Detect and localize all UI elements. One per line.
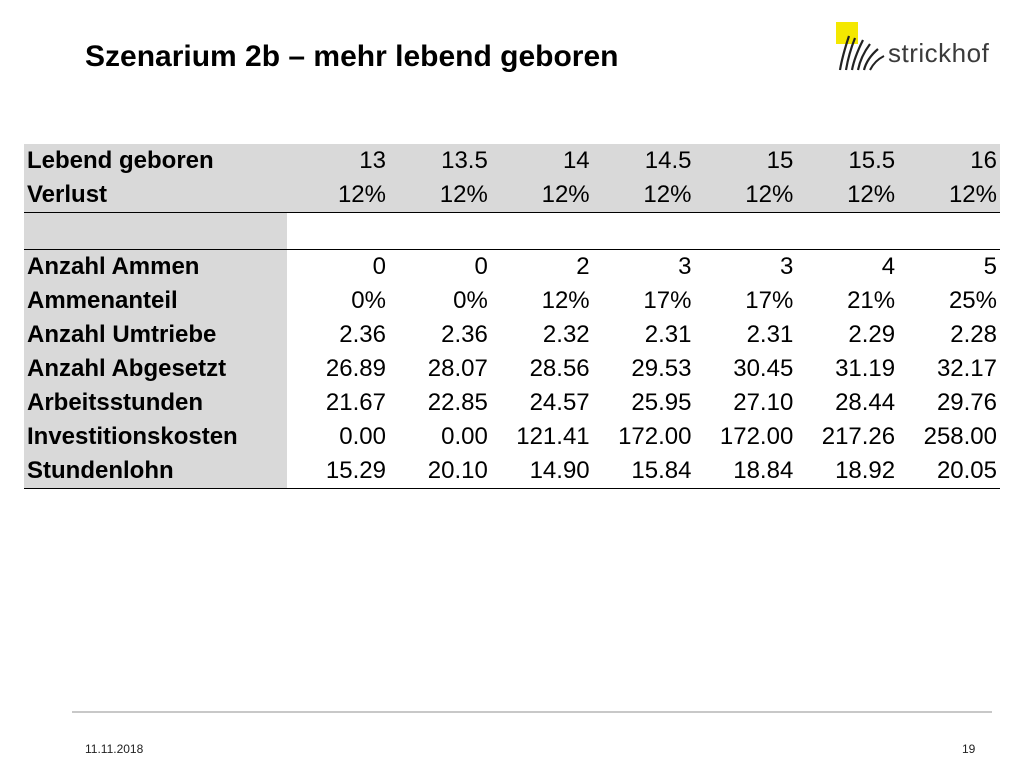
table-cell: 15.5 — [796, 144, 898, 178]
table-cell: 21.67 — [325, 389, 386, 416]
table-cell: 15.84 — [593, 454, 695, 489]
table-cell: 0.00 — [441, 423, 488, 450]
grass-logo-icon — [836, 22, 886, 78]
table-cell: 12% — [898, 178, 1000, 213]
table-cell: 14.5 — [593, 144, 695, 178]
table-cell: 3 — [779, 253, 794, 280]
table-cell: 26.89 — [325, 355, 386, 382]
table-cell: 28.56 — [529, 355, 590, 382]
table-cell: 0.00 — [339, 423, 386, 450]
table-cell: 2 — [576, 253, 590, 280]
table-cell: 18.84 — [694, 454, 796, 489]
table-cell: 12% — [541, 287, 590, 314]
row-label: Anzahl Abgesetzt — [24, 352, 287, 386]
table-cell: 12% — [593, 178, 695, 213]
table-cell: 13 — [287, 144, 389, 178]
table-cell: 25.95 — [631, 389, 692, 416]
table-cell: 2.32 — [542, 321, 590, 348]
table-cell: 17% — [745, 287, 794, 314]
table-cell: 2.31 — [644, 321, 692, 348]
row-label: Arbeitsstunden — [24, 386, 287, 420]
strickhof-logo — [836, 22, 996, 78]
row-label: Anzahl Ammen — [24, 250, 287, 285]
table-cell: 0% — [453, 287, 488, 314]
table-row — [24, 144, 1000, 178]
table-row — [24, 318, 1000, 352]
table-cell: 2.28 — [950, 321, 997, 348]
table-row — [24, 284, 1000, 318]
row-label: Lebend geboren — [24, 144, 287, 178]
table-cell: 29.76 — [936, 389, 997, 416]
row-label: Ammenanteil — [24, 284, 287, 318]
table-cell: 12% — [491, 178, 593, 213]
table-cell: 21% — [847, 287, 896, 314]
row-label: Anzahl Umtriebe — [24, 318, 287, 352]
table-cell: 0% — [351, 287, 386, 314]
table-cell: 14 — [491, 144, 593, 178]
table-cell: 13.5 — [389, 144, 491, 178]
table-cell: 4 — [881, 253, 896, 280]
table-cell: 12% — [287, 178, 389, 213]
table-cell: 30.45 — [733, 355, 794, 382]
table-cell: 15.29 — [287, 454, 389, 489]
row-label: Verlust — [24, 178, 287, 213]
table-row — [24, 454, 1000, 489]
spacer-row — [24, 213, 1000, 250]
table-cell: 17% — [643, 287, 692, 314]
table-cell: 20.10 — [389, 454, 491, 489]
scenario-table — [24, 144, 1000, 489]
table-cell: 29.53 — [631, 355, 692, 382]
footer-date: 11.11.2018 — [85, 742, 144, 756]
spacer-label-cell — [24, 213, 287, 250]
table-cell: 16 — [898, 144, 1000, 178]
table-cell: 24.57 — [529, 389, 590, 416]
table-cell: 0 — [474, 253, 488, 280]
table-cell: 15 — [694, 144, 796, 178]
table-cell: 28.07 — [427, 355, 488, 382]
table-cell: 2.36 — [441, 321, 488, 348]
table-cell: 2.31 — [746, 321, 794, 348]
spacer-cell — [287, 213, 1000, 250]
table-row — [24, 386, 1000, 420]
table-cell: 12% — [694, 178, 796, 213]
table-cell: 14.90 — [491, 454, 593, 489]
slide-title: Szenarium 2b – mehr lebend geboren — [85, 40, 619, 73]
table-row — [24, 250, 1000, 285]
page-number: 19 — [962, 742, 976, 756]
table-cell: 27.10 — [733, 389, 794, 416]
table-cell: 0 — [372, 253, 386, 280]
table-cell: 12% — [796, 178, 898, 213]
table-cell: 3 — [678, 253, 692, 280]
table-cell: 22.85 — [427, 389, 488, 416]
logo-text: strickhof — [888, 38, 990, 68]
table-cell: 18.92 — [796, 454, 898, 489]
row-label: Stundenlohn — [24, 454, 287, 489]
table-cell: 121.41 — [516, 423, 590, 450]
table-cell: 32.17 — [936, 355, 997, 382]
table-cell: 2.29 — [848, 321, 896, 348]
table-cell: 28.44 — [835, 389, 896, 416]
table-cell: 31.19 — [835, 355, 896, 382]
table-cell: 172.00 — [719, 423, 794, 450]
table-cell: 25% — [948, 287, 997, 314]
table-cell: 172.00 — [618, 423, 692, 450]
row-label: Investitionskosten — [24, 420, 287, 454]
table-cell: 12% — [389, 178, 491, 213]
table-cell: 217.26 — [821, 423, 896, 450]
footer-divider — [72, 711, 992, 713]
table-row — [24, 352, 1000, 386]
table-cell: 20.05 — [898, 454, 1000, 489]
table-cell: 5 — [983, 253, 997, 280]
table-row — [24, 178, 1000, 213]
table-row — [24, 420, 1000, 454]
table-cell: 258.00 — [923, 423, 997, 450]
table-cell: 2.36 — [339, 321, 386, 348]
